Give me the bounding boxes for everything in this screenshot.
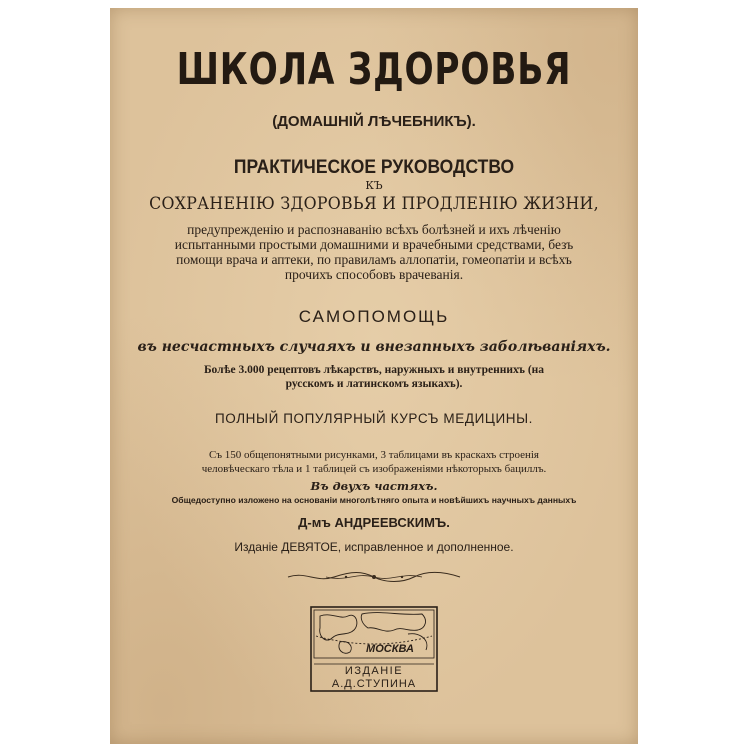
book-title-page — [110, 8, 638, 744]
self-help-heading: САМОПОМОЩЬ — [298, 307, 450, 326]
illustrations-paragraph: Съ 150 общепонятными рисунками, 3 таблицами въ краскахъ строенія человѣческаго тѣла и 1 таблицей съ изображеніями нѣкоторыхъ бациллъ. — [201, 449, 547, 475]
book-title: ШКОЛА ЗДОРОВЬЯ — [176, 44, 572, 95]
accidents-line: въ несчастныхъ случаяхъ и внезапныхъ заболѣваніяхъ. — [137, 339, 611, 355]
publisher-line-1: ИЗДАНІЕ — [344, 665, 404, 677]
publisher-city: МОСКВА — [366, 643, 414, 655]
basis-line: Общедоступно изложено на основаніи многолѣтняго опыта и новѣйшихъ научныхъ данныхъ — [171, 495, 577, 505]
decorative-ornament — [286, 570, 462, 584]
practical-guide-heading: ПРАКТИЧЕСКОЕ РУКОВОДСТВО — [233, 157, 515, 178]
prevention-paragraph: предупрежденію и распознаванію всѣхъ болѣзней и ихъ лѣченію испытанными простыми домашними и врачебными средствами, безъ помощи врача и аптеки, по правиламъ аллопатіи, гомеопатіи и всѣхъ прочихъ способовъ врачеванія. — [174, 222, 574, 282]
preservation-heading: СОХРАНЕНІЮ ЗДОРОВЬЯ И ПРОДЛЕНІЮ ЖИЗНИ, — [149, 194, 599, 214]
edition-line: Изданіе ДЕВЯТОЕ, исправленное и дополненное. — [234, 540, 514, 554]
parts-line: Въ двухъ частяхъ. — [310, 479, 438, 493]
recipes-paragraph: Болѣе 3.000 рецептовъ лѣкарствъ, наружныхъ и внутреннихъ (на русскомъ и латинскомъ языкахъ). — [203, 364, 545, 390]
publisher-mark — [310, 606, 438, 692]
author-line: Д-мъ АНДРЕЕВСКИМЪ. — [298, 515, 450, 530]
preposition-ko: КЪ — [365, 179, 383, 192]
publisher-line-2: А.Д.СТУПИНА — [331, 678, 417, 690]
medical-course-heading: ПОЛНЫЙ ПОПУЛЯРНЫЙ КУРСЪ МЕДИЦИНЫ. — [214, 411, 534, 426]
book-subtitle: (ДОМАШНІЙ ЛѢЧЕБНИКЪ). — [272, 113, 476, 130]
